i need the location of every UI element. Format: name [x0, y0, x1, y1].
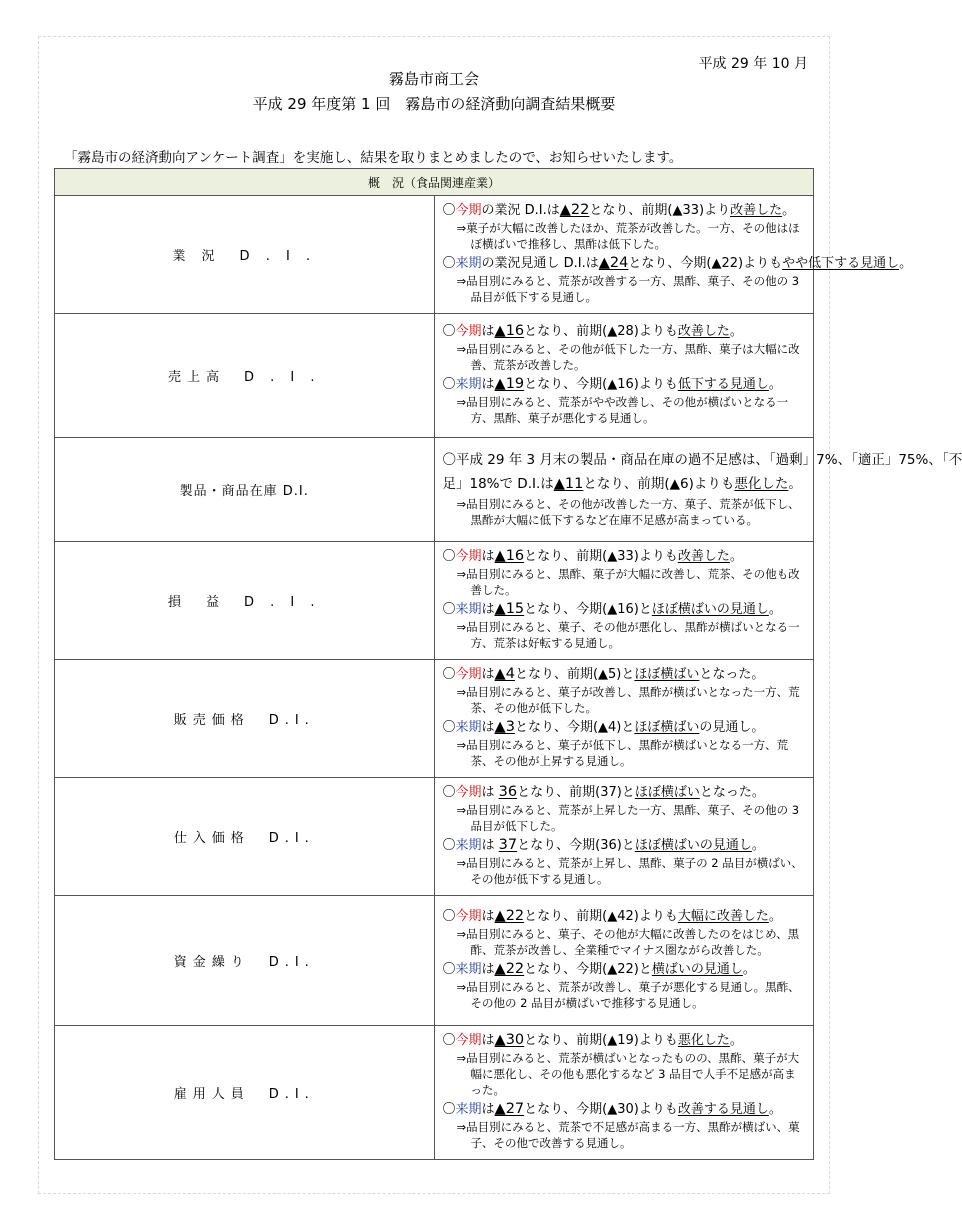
- detail-note: ⇒品目別にみると、荒茶が横ばいとなったものの、黒酢、菓子が大幅に悪化し、その他も悪化するなど 3 品目で人手不足感が高まった。: [456, 1051, 800, 1097]
- di-value: ▲22: [494, 908, 525, 924]
- trend-phrase: 改善した: [677, 324, 730, 339]
- current-period-line: 〇今期は▲22となり、前期(▲42)よりも大幅に改善した。: [442, 908, 782, 924]
- current-period-line: 〇今期の業況 D.I.は▲22となり、前期(▲33)より改善した。: [442, 202, 796, 218]
- di-value: 36: [498, 784, 518, 800]
- current-period-line: 〇今期は▲16となり、前期(▲33)よりも改善した。: [442, 548, 743, 564]
- current-period-line: 〇今期は▲30となり、前期(▲19)よりも悪化した。: [442, 1032, 743, 1048]
- di-value: ▲24: [598, 255, 629, 271]
- trend-phrase: ほぼ横ばい: [634, 720, 700, 735]
- current-term: 今期: [455, 909, 482, 924]
- table-row: [55, 660, 814, 778]
- current-period-line: 〇今期は▲16となり、前期(▲28)よりも改善した。: [442, 323, 743, 339]
- row-content: [434, 1026, 814, 1160]
- row-label: 製品・商品在庫 D.I.: [55, 438, 435, 542]
- intro-text: 「霧島市の経済動向アンケート調査」を実施し、結果を取りまとめましたので、お知らせいたします。: [64, 150, 683, 166]
- detail-note: ⇒品目別にみると、菓子が低下し、黒酢が横ばいとなる一方、荒茶、その他が上昇する見通し。: [456, 738, 789, 768]
- row-label: 売上高 D . I .: [55, 314, 435, 438]
- trend-phrase: ほぼ横ばい: [634, 785, 700, 800]
- row-label: 仕入価格 D.I.: [55, 778, 435, 896]
- current-term: 今期: [455, 203, 482, 218]
- table-row: [55, 438, 814, 542]
- di-value: ▲27: [494, 1101, 525, 1117]
- inventory-line-2: 足」18%で D.I.は▲11となり、前期(▲6)よりも悪化した。: [442, 476, 802, 492]
- next-term: 来期: [455, 602, 482, 617]
- trend-phrase: 改善した: [730, 203, 783, 218]
- trend-phrase: 悪化した: [734, 476, 789, 492]
- trend-phrase: ほぼ横ばい: [634, 667, 700, 682]
- trend-phrase: 改善する見通し: [677, 1102, 769, 1117]
- next-period-line: 〇来期は▲15となり、今期(▲16)とほぼ横ばいの見通し。: [442, 601, 782, 617]
- detail-note: ⇒品目別にみると、菓子が改善し、黒酢が横ばいとなった一方、荒茶、その他が低下した。: [456, 685, 800, 715]
- detail-note: ⇒品目別にみると、菓子、その他が大幅に改善したのをはじめ、黒酢、荒茶が改善し、全業種でマイナス圏ながら改善した。: [456, 927, 800, 957]
- detail-note: ⇒品目別にみると、菓子、その他が悪化し、黒酢が横ばいとなる一方、荒茶は好転する見通し。: [456, 620, 800, 650]
- table-row: [55, 314, 814, 438]
- di-value: ▲22: [559, 202, 590, 218]
- row-content: [434, 196, 913, 314]
- row-label: 資金繰り D.I.: [55, 896, 435, 1026]
- current-term: 今期: [455, 667, 482, 682]
- row-label: 損 益 D . I .: [55, 542, 435, 660]
- di-value: ▲30: [494, 1032, 525, 1048]
- trend-phrase: やや低下する見通し: [782, 256, 900, 271]
- next-term: 来期: [455, 1102, 482, 1117]
- di-value: ▲11: [553, 476, 584, 492]
- next-period-line: 〇来期は▲27となり、今期(▲30)よりも改善する見通し。: [442, 1101, 782, 1117]
- di-value: ▲16: [494, 323, 525, 339]
- row-content: [434, 660, 814, 778]
- detail-note: ⇒品目別にみると、その他が改善した一方、菓子、荒茶が低下し、黒酢が大幅に低下するなど在庫不足感が高まっている。: [456, 497, 800, 527]
- table-row: [55, 542, 814, 660]
- next-term: 来期: [455, 377, 482, 392]
- detail-note: ⇒品目別にみると、黒酢、菓子が大幅に改善し、荒茶、その他も改善した。: [456, 567, 800, 597]
- next-period-line: 〇来期は▲22となり、今期(▲22)と横ばいの見通し。: [442, 961, 756, 977]
- detail-note: ⇒品目別にみると、荒茶がやや改善し、その他が横ばいとなる一方、黒酢、菓子が悪化する見通し。: [456, 395, 789, 425]
- row-content: [434, 896, 814, 1026]
- di-value: ▲19: [494, 376, 525, 392]
- next-period-line: 〇来期は▲19となり、今期(▲16)よりも低下する見通し。: [442, 376, 782, 392]
- current-term: 今期: [455, 1033, 482, 1048]
- di-value: ▲22: [494, 961, 525, 977]
- row-label: 雇用人員 D.I.: [55, 1026, 435, 1160]
- table-row: [55, 778, 814, 896]
- next-term: 来期: [455, 838, 482, 853]
- row-label: 販売価格 D.I.: [55, 660, 435, 778]
- row-content: [434, 778, 814, 896]
- row-content: [434, 542, 814, 660]
- di-value: ▲3: [494, 719, 515, 735]
- detail-note: ⇒品目別にみると、その他が低下した一方、黒酢、菓子は大幅に改善、荒茶が改善した。: [456, 342, 800, 372]
- current-term: 今期: [455, 549, 482, 564]
- next-term: 来期: [455, 962, 482, 977]
- detail-note: ⇒品目別にみると、荒茶が上昇し、黒酢、菓子の 2 品目が横ばい、その他が低下する見通し。: [456, 856, 803, 886]
- trend-phrase: 横ばいの見通し: [651, 962, 743, 977]
- trend-phrase: ほぼ横ばいの見通し: [651, 602, 769, 617]
- di-value: ▲4: [494, 666, 515, 682]
- current-period-line: 〇今期は 36となり、前期(37)とほぼ横ばいとなった。: [442, 784, 765, 800]
- table-row: [55, 896, 814, 1026]
- current-term: 今期: [455, 324, 482, 339]
- trend-phrase: ほぼ横ばいの見通し: [634, 838, 752, 853]
- table-header: 概 況（食品関連産業）: [55, 169, 814, 196]
- trend-phrase: 悪化した: [677, 1033, 730, 1048]
- summary-table: [54, 168, 962, 1160]
- current-period-line: 〇今期は▲4となり、前期(▲5)とほぼ横ばいとなった。: [442, 666, 765, 682]
- di-value: 37: [498, 837, 518, 853]
- table-row: [55, 196, 814, 314]
- trend-phrase: 低下する見通し: [677, 377, 769, 392]
- detail-note: ⇒品目別にみると、荒茶が上昇した一方、黒酢、菓子、その他の 3 品目が低下した。: [456, 803, 800, 833]
- row-content: [434, 438, 962, 542]
- next-term: 来期: [455, 720, 482, 735]
- detail-note: ⇒品目別にみると、荒茶が改善する一方、黒酢、菓子、その他の 3 品目が低下する見通し。: [456, 274, 800, 304]
- detail-note: ⇒品目別にみると、荒茶が改善し、菓子が悪化する見通し。黒酢、その他の 2 品目が横ばいで推移する見通し。: [456, 980, 800, 1010]
- next-term: 来期: [455, 256, 482, 271]
- page-title: 平成 29 年度第 1 回 霧島市の経済動向調査結果概要: [252, 95, 616, 113]
- current-term: 今期: [455, 785, 482, 800]
- next-period-line: 〇来期の業況見通し D.I.は▲24となり、今期(▲22)よりもやや低下する見通し。: [442, 255, 913, 271]
- detail-note: ⇒菓子が大幅に改善したほか、荒茶が改善した。一方、その他はほぼ横ばいで推移し、黒酢は低下した。: [456, 221, 800, 251]
- trend-phrase: 大幅に改善した: [677, 909, 769, 924]
- row-content: [434, 314, 814, 438]
- next-period-line: 〇来期は 37となり、今期(36)とほぼ横ばいの見通し。: [442, 837, 765, 853]
- detail-note: ⇒品目別にみると、荒茶で不足感が高まる一方、黒酢が横ばい、菓子、その他で改善する見通し。: [456, 1120, 800, 1150]
- next-period-line: 〇来期は▲3となり、今期(▲4)とほぼ横ばいの見通し。: [442, 719, 765, 735]
- table-row: [55, 1026, 814, 1160]
- row-label: 業 況 D . I .: [55, 196, 435, 314]
- di-value: ▲16: [494, 548, 525, 564]
- trend-phrase: 改善した: [677, 549, 730, 564]
- document-date: 平成 29 年 10 月: [698, 56, 808, 72]
- inventory-line-1: 〇平成 29 年 3 月末の製品・商品在庫の過不足感は、「過剰」7%、「適正」75%、「不: [442, 452, 962, 468]
- di-value: ▲15: [494, 601, 525, 617]
- organization-name: 霧島市商工会: [388, 70, 479, 88]
